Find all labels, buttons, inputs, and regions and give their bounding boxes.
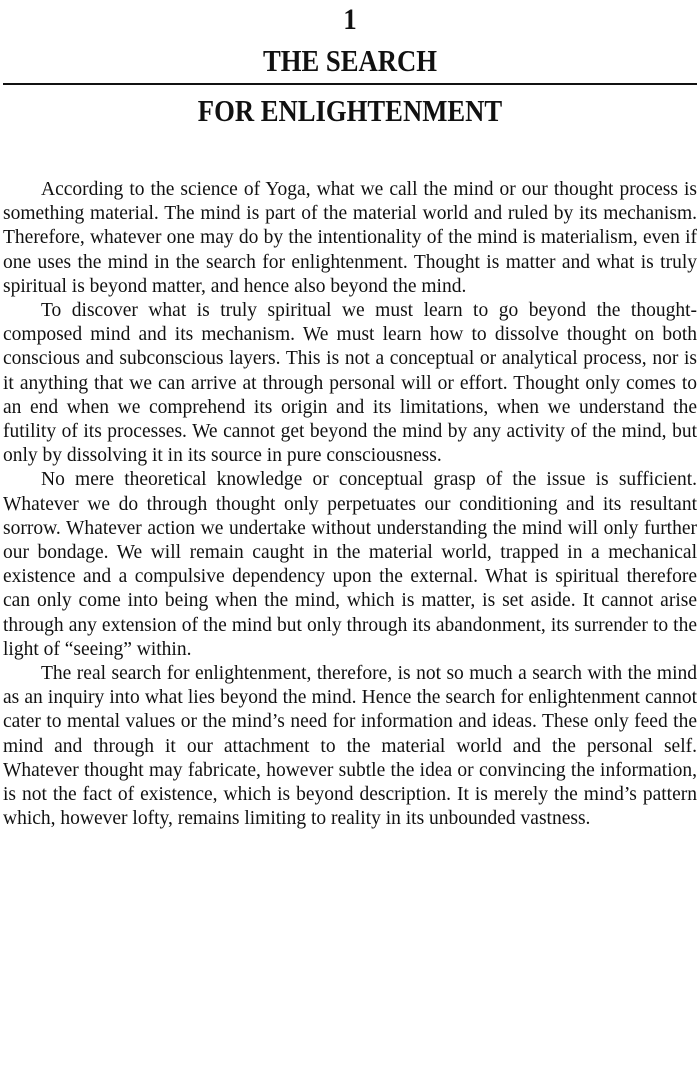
chapter-body <box>3 178 697 831</box>
title-divider <box>3 83 697 85</box>
paragraph-4: The real search for enlightenment, therefore, is not so much a search with the mind as an inquiry into what lies beyond the mind. Hence the search for enlightenment cannot cater to mental values or the mind’s need for information and ideas. These only feed the mind and through it our attachment to the material world and the personal self. Whatever thought may fabricate, however subtle the idea or convincing the information, is not the fact of existence, which is beyond description. It is merely the mind’s pattern which, however lofty, remains limiting to reality in its unbounded vastness. <box>3 663 697 830</box>
paragraph-3: No mere theoretical knowledge or conceptual grasp of the issue is sufficient. Whatever we do through thought only perpetuates our conditioning and its resultant sorrow. Whatever action we undertake without understanding the mind will only further our bondage. We will remain caught in the material world, trapped in a mechanical existence and a compulsive dependency upon the external. What is spiritual therefore can only come into being when the mind, which is matter, is set aside. It cannot arise through any extension of the mind but only through its abandonment, its surrender to the light of “seeing” within. <box>3 469 697 660</box>
paragraph-1: According to the science of Yoga, what we call the mind or our thought process is something material. The mind is part of the material world and ruled by its mechanism. Therefore, whatever one may do by the intentionality of the mind is materialism, even if one uses the mind in the search for enlightenment. Thought is matter and what is truly spiritual is beyond matter, and hence also beyond the mind. <box>3 179 697 297</box>
chapter-title-line-1: THE SEARCH <box>262 43 438 78</box>
paragraph-2: To discover what is truly spiritual we must learn to go beyond the thought-composed mind and its mechanism. We must learn how to dissolve thought on both conscious and subconscious layers. This is not a conceptual or analytical process, nor is it anything that we can arrive at through personal will or effort. Thought only comes to an end when we comprehend its origin and its limitations, when we understand the futility of its processes. We cannot get beyond the mind by any activity of the mind, but only by dissolving it in its source in pure consciousness. <box>3 300 697 467</box>
chapter-number: 1 <box>343 3 357 36</box>
chapter-title-line-2: FOR ENLIGHTENMENT <box>197 93 503 128</box>
